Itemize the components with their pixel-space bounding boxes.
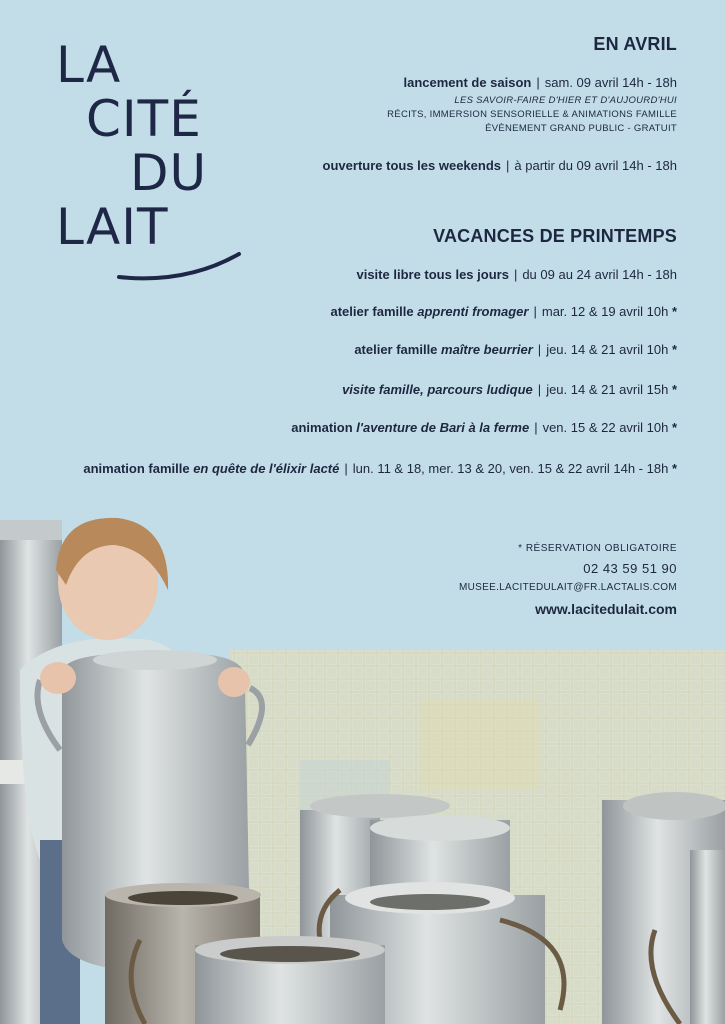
event-ouverture: ouverture tous les weekends | à partir du 09 avril 14h - 18h bbox=[322, 158, 677, 173]
event-date: lun. 11 & 18, mer. 13 & 20, ven. 15 & 22 avril 14h - 18h bbox=[352, 461, 669, 476]
event-title: ouverture tous les weekends bbox=[322, 158, 501, 173]
event-row: visite famille, parcours ludique | jeu. 14 & 21 avril 15h * bbox=[342, 382, 677, 397]
contact-block bbox=[459, 543, 677, 617]
event-row: atelier famille apprenti fromager | mar. 12 & 19 avril 10h * bbox=[330, 304, 677, 319]
event-row: visite libre tous les jours | du 09 au 24 avril 14h - 18h bbox=[356, 267, 677, 282]
section-heading-vacances: VACANCES DE PRINTEMPS bbox=[433, 226, 677, 246]
logo-line-2: CITÉ bbox=[86, 90, 202, 148]
event-lancement: lancement de saison | sam. 09 avril 14h - 18h bbox=[403, 75, 677, 90]
event-star: * bbox=[668, 461, 677, 476]
event-subtitle-1: LES SAVOIR-FAIRE D'HIER ET D'AUJOURD'HUI bbox=[454, 95, 677, 106]
event-title: animation famille bbox=[83, 461, 194, 476]
event-title: lancement de saison bbox=[403, 75, 532, 90]
event-title-italic: l'aventure de Bari à la ferme bbox=[356, 420, 530, 435]
event-date: mar. 12 & 19 avril 10h bbox=[541, 304, 669, 319]
phone-number: 02 43 59 51 90 bbox=[583, 561, 677, 576]
event-star: * bbox=[668, 420, 677, 435]
event-title-italic: maître beurrier bbox=[441, 342, 533, 357]
event-star: * bbox=[668, 342, 677, 357]
event-row: animation l'aventure de Bari à la ferme | ven. 15 & 22 avril 10h * bbox=[291, 420, 677, 435]
event-title-italic: visite famille, parcours ludique bbox=[342, 382, 533, 397]
event-title: atelier famille bbox=[354, 342, 442, 357]
section-heading-avril: EN AVRIL bbox=[593, 34, 677, 54]
event-row: animation famille en quête de l'élixir lacté | lun. 11 & 18, mer. 13 & 20, ven. 15 & 22 avril 14h - 18h * bbox=[83, 461, 677, 476]
event-subtitle-2: RÉCITS, IMMERSION SENSORIELLE & ANIMATIONS FAMILLE bbox=[387, 109, 677, 120]
email-address: MUSEE.LACITEDULAIT@FR.LACTALIS.COM bbox=[459, 582, 677, 593]
logo-swoosh-icon bbox=[116, 250, 242, 286]
event-star: * bbox=[668, 382, 677, 397]
event-title: atelier famille bbox=[330, 304, 418, 319]
website-link[interactable]: www.lacitedulait.com bbox=[535, 601, 677, 617]
event-date: ven. 15 & 22 avril 10h bbox=[542, 420, 669, 435]
logo-line-3: DU bbox=[130, 144, 208, 202]
logo-line-1: LA bbox=[56, 36, 122, 94]
event-date: sam. 09 avril 14h - 18h bbox=[544, 75, 677, 90]
reservation-note: * RÉSERVATION OBLIGATOIRE bbox=[518, 543, 677, 554]
event-date: jeu. 14 & 21 avril 15h bbox=[546, 382, 669, 397]
event-title-italic: en quête de l'élixir lacté bbox=[193, 461, 340, 476]
event-date: à partir du 09 avril 14h - 18h bbox=[514, 158, 677, 173]
event-star: * bbox=[668, 304, 677, 319]
logo bbox=[56, 36, 246, 285]
event-title: visite libre tous les jours bbox=[356, 267, 509, 282]
event-date: du 09 au 24 avril 14h - 18h bbox=[522, 267, 677, 282]
event-title: animation bbox=[291, 420, 357, 435]
logo-line-4: LAIT bbox=[56, 198, 169, 256]
event-title-italic: apprenti fromager bbox=[417, 304, 529, 319]
event-date: jeu. 14 & 21 avril 10h bbox=[546, 342, 669, 357]
event-subtitle-3: ÉVÈNEMENT GRAND PUBLIC - GRATUIT bbox=[485, 123, 677, 134]
event-row: atelier famille maître beurrier | jeu. 14 & 21 avril 10h * bbox=[354, 342, 677, 357]
